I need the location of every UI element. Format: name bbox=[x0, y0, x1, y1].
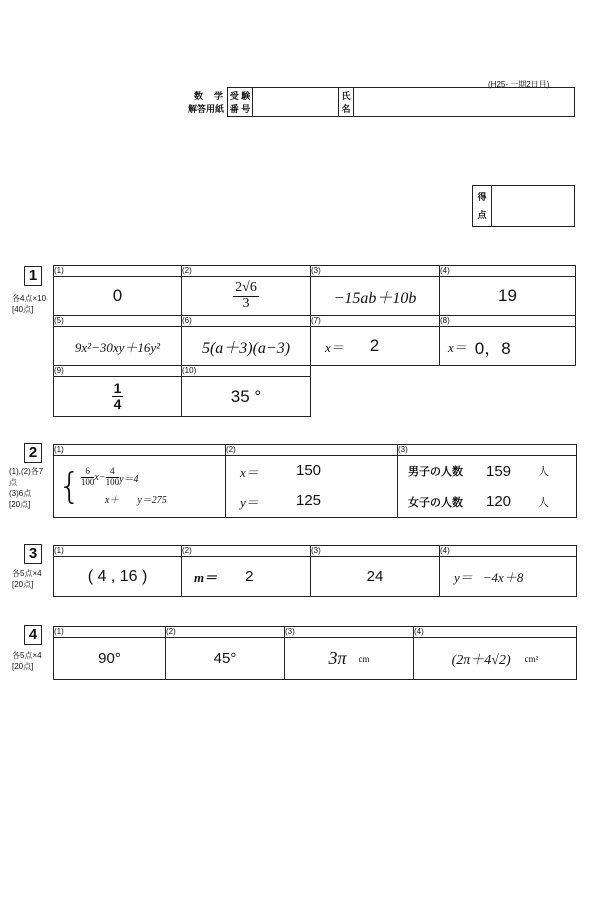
eq1-rest: y＝4 bbox=[119, 473, 139, 485]
q4-answer-1: 90° bbox=[98, 650, 121, 667]
exam-no-line2: 番 号 bbox=[229, 104, 251, 114]
q4-label-3: (3) bbox=[285, 627, 413, 638]
q2-y-value: 125 bbox=[296, 492, 322, 510]
q1-answer-2-numerator: 2√6 bbox=[235, 279, 257, 295]
q4-cell-3[interactable] bbox=[285, 627, 414, 679]
q1-answer-2-denominator: 3 bbox=[242, 295, 250, 311]
q3-answer-2-label: m＝ bbox=[194, 570, 218, 585]
score-box bbox=[472, 185, 575, 227]
q2-y-label: y＝ bbox=[240, 495, 259, 511]
q1-answer-1: 0 bbox=[112, 286, 123, 305]
q1-answer-4: 19 bbox=[498, 286, 517, 305]
q4-answer-4-unit: cm² bbox=[524, 653, 539, 664]
girls-count-unit: 人 bbox=[538, 495, 549, 509]
q4-label-4: (4) bbox=[414, 627, 576, 638]
q4-points-line2: [20点] bbox=[12, 662, 34, 671]
q2-points-line1: (1),(2)各7 bbox=[9, 467, 44, 476]
q3-cell-2[interactable] bbox=[182, 546, 311, 596]
q1-answer-3: −15ab＋10b bbox=[333, 289, 417, 307]
q2-points-line3: (3)6点 bbox=[9, 489, 32, 498]
q1-cell-6[interactable] bbox=[182, 316, 311, 366]
q1-answer-9-denominator: 4 bbox=[113, 396, 122, 412]
q3-cell-1[interactable] bbox=[54, 546, 182, 596]
q3-answer-1: ( 4 , 16 ) bbox=[87, 567, 148, 585]
q1-label-7: (7) bbox=[311, 316, 439, 327]
q2-cell-3[interactable] bbox=[398, 445, 576, 517]
q1-label-2: (2) bbox=[182, 266, 310, 277]
exam-code: (H25- 一期2日目) bbox=[488, 80, 550, 89]
q4-cell-1[interactable] bbox=[54, 627, 166, 679]
q4-points-line1: 各5点×4 bbox=[12, 651, 42, 660]
q1-points-line1: 各4点×10 bbox=[12, 294, 47, 303]
q4-cell-4[interactable] bbox=[414, 627, 576, 679]
system-brace: { bbox=[58, 465, 81, 507]
q2-points-line4: [20点] bbox=[9, 500, 31, 509]
q2-x-label: x＝ bbox=[240, 464, 259, 480]
eq1-coef-b-num: 4 bbox=[106, 467, 120, 477]
girls-count-value: 120 bbox=[486, 493, 512, 511]
q1-answer-6: 5(a＋3)(a−3) bbox=[201, 339, 291, 357]
eq1-coef-b-den: 100 bbox=[105, 476, 120, 487]
q1-cell-10[interactable] bbox=[182, 366, 311, 417]
q1-label-9: (9) bbox=[54, 366, 181, 377]
eq2-rest: y＝275 bbox=[137, 494, 167, 506]
name-line1: 氏 bbox=[341, 91, 351, 101]
q4-answer-2: 45° bbox=[213, 650, 237, 667]
name-field[interactable] bbox=[354, 88, 575, 117]
q4-label-2: (2) bbox=[166, 627, 284, 638]
question-3-answer-grid bbox=[53, 545, 577, 597]
q3-label-4: (4) bbox=[440, 546, 576, 557]
q2-cell-1[interactable] bbox=[54, 445, 226, 517]
q4-cell-2[interactable] bbox=[166, 627, 285, 679]
question-3-points bbox=[12, 568, 42, 590]
q2-cell-2[interactable] bbox=[226, 445, 398, 517]
q1-cell-8[interactable] bbox=[440, 316, 576, 366]
subject-line1: 数 学 bbox=[193, 91, 224, 101]
q3-label-3: (3) bbox=[311, 546, 439, 557]
q4-label-1: (1) bbox=[54, 627, 165, 638]
subject-line2: 解答用紙 bbox=[187, 104, 224, 114]
question-1-answer-grid bbox=[53, 265, 576, 417]
q1-cell-2[interactable] bbox=[182, 266, 311, 316]
name-line2: 名 bbox=[341, 104, 351, 114]
score-field[interactable] bbox=[492, 186, 575, 227]
q2-label-2: (2) bbox=[226, 445, 397, 456]
score-label-1: 得 bbox=[477, 192, 487, 202]
q1-answer-5: 9x²−30xy＋16y² bbox=[74, 339, 161, 355]
score-label-2: 点 bbox=[477, 210, 487, 220]
q3-points-line1: 各5点×4 bbox=[12, 569, 42, 578]
eq1-coef-b bbox=[106, 467, 120, 487]
score-label bbox=[473, 186, 492, 227]
question-2-points bbox=[9, 466, 43, 510]
q2-label-1: (1) bbox=[54, 445, 225, 456]
q1-label-4: (4) bbox=[440, 266, 575, 277]
q2-points-line2: 点 bbox=[9, 478, 17, 487]
q1-label-6: (6) bbox=[182, 316, 310, 327]
q3-cell-4[interactable] bbox=[440, 546, 576, 596]
question-1-points bbox=[12, 293, 46, 315]
subject-label bbox=[178, 88, 228, 117]
q4-answer-3-unit: cm bbox=[358, 653, 370, 664]
exam-number-label bbox=[228, 88, 253, 117]
q1-answer-7-label: x＝ bbox=[325, 339, 344, 355]
q1-cell-5[interactable] bbox=[54, 316, 182, 366]
q1-label-1: (1) bbox=[54, 266, 181, 277]
boys-count-value: 159 bbox=[486, 462, 512, 480]
boys-count-label: 男子の人数 bbox=[408, 465, 463, 479]
q3-answer-4-label: y＝ bbox=[454, 570, 473, 585]
q1-answer-7-value: 2 bbox=[369, 336, 380, 355]
q1-cell-4[interactable] bbox=[440, 266, 576, 316]
boys-count-unit: 人 bbox=[538, 465, 549, 479]
question-3-number: 3 bbox=[24, 544, 42, 564]
eq1-x-term: x− bbox=[94, 471, 106, 483]
q3-answer-3: 24 bbox=[366, 568, 384, 585]
q1-points-line2: [40点] bbox=[12, 305, 34, 314]
eq1-coef-a-den: 100 bbox=[80, 476, 95, 487]
eq2-x-term: x＋ bbox=[104, 494, 120, 506]
q4-answer-4: (2π＋4√2) bbox=[451, 652, 511, 668]
q3-answer-2-value: 2 bbox=[245, 568, 254, 585]
question-2-number: 2 bbox=[24, 443, 42, 463]
q1-answer-8-value: 0，8 bbox=[474, 338, 511, 358]
question-2-answer-grid bbox=[53, 444, 577, 518]
question-4-number: 4 bbox=[24, 625, 42, 645]
name-label bbox=[339, 88, 354, 117]
q1-label-5: (5) bbox=[54, 316, 181, 327]
q4-answer-3: 3π bbox=[328, 648, 347, 668]
q3-cell-3[interactable] bbox=[311, 546, 440, 596]
q1-answer-9-fraction bbox=[112, 381, 124, 411]
exam-no-line1: 受 験 bbox=[229, 91, 251, 101]
q1-label-10: (10) bbox=[182, 366, 310, 377]
q1-cell-9[interactable] bbox=[54, 366, 182, 417]
q1-answer-9-numerator: 1 bbox=[113, 380, 122, 397]
question-4-answer-grid bbox=[53, 626, 577, 680]
q1-answer-10: 35 ° bbox=[230, 386, 262, 406]
q1-label-8: (8) bbox=[440, 316, 575, 327]
q1-cell-1[interactable] bbox=[54, 266, 182, 316]
q1-label-3: (3) bbox=[311, 266, 439, 277]
header-table bbox=[178, 87, 575, 117]
q1-answer-2-fraction bbox=[233, 281, 259, 311]
q1-cell-7[interactable] bbox=[311, 316, 440, 366]
question-4-points bbox=[12, 650, 42, 672]
q3-points-line2: [20点] bbox=[12, 580, 34, 589]
girls-count-label: 女子の人数 bbox=[408, 495, 463, 509]
q2-x-value: 150 bbox=[296, 461, 322, 479]
q1-cell-3[interactable] bbox=[311, 266, 440, 316]
eq1-coef-a bbox=[81, 467, 95, 487]
q3-label-2: (2) bbox=[182, 546, 310, 557]
q3-answer-4-value: −4x＋8 bbox=[482, 570, 524, 585]
q2-label-3: (3) bbox=[398, 445, 576, 456]
q1-answer-8-label: x＝ bbox=[448, 339, 467, 355]
eq1-coef-a-num: 6 bbox=[81, 467, 95, 477]
exam-number-field[interactable] bbox=[253, 88, 339, 117]
question-1-number: 1 bbox=[24, 266, 42, 286]
q3-label-1: (1) bbox=[54, 546, 181, 557]
